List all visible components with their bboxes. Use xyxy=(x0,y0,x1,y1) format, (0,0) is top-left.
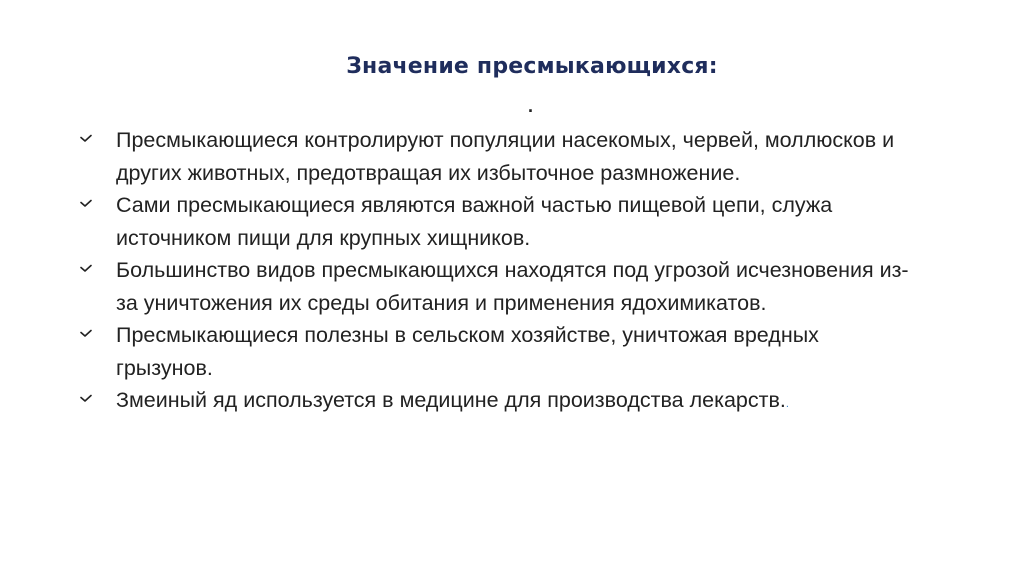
bullet-text: Змеиный яд используется в медицине для производства лекарств. xyxy=(116,388,786,412)
list-item xyxy=(80,254,920,319)
list-item xyxy=(80,124,920,189)
trailing-dot: . xyxy=(785,398,789,410)
checkmark-icon xyxy=(80,319,96,351)
bullet-text: Пресмыкающиеся контролируют популяции насекомых, червей, моллюсков и других животных, предотвращая их избыточное размножение. xyxy=(116,128,895,185)
list-item xyxy=(80,319,920,384)
title-dot: . xyxy=(528,96,534,116)
bullet-text: Большинство видов пресмыкающихся находятся под угрозой исчезновения из-за уничтожения их среды обитания и применения ядохимикатов. xyxy=(116,258,909,315)
bullet-text: Сами пресмыкающиеся являются важной частью пищевой цепи, служа источником пищи для крупных хищников. xyxy=(116,193,833,250)
checkmark-icon xyxy=(80,124,96,156)
list-item xyxy=(80,384,920,421)
bullet-list xyxy=(80,124,920,421)
checkmark-icon xyxy=(80,189,96,221)
checkmark-icon xyxy=(80,254,96,286)
list-item xyxy=(80,189,920,254)
bullet-text: Пресмыкающиеся полезны в сельском хозяйстве, уничтожая вредных грызунов. xyxy=(116,323,819,380)
slide-title: Значение пресмыкающихся: xyxy=(346,54,718,79)
checkmark-icon xyxy=(80,384,96,416)
